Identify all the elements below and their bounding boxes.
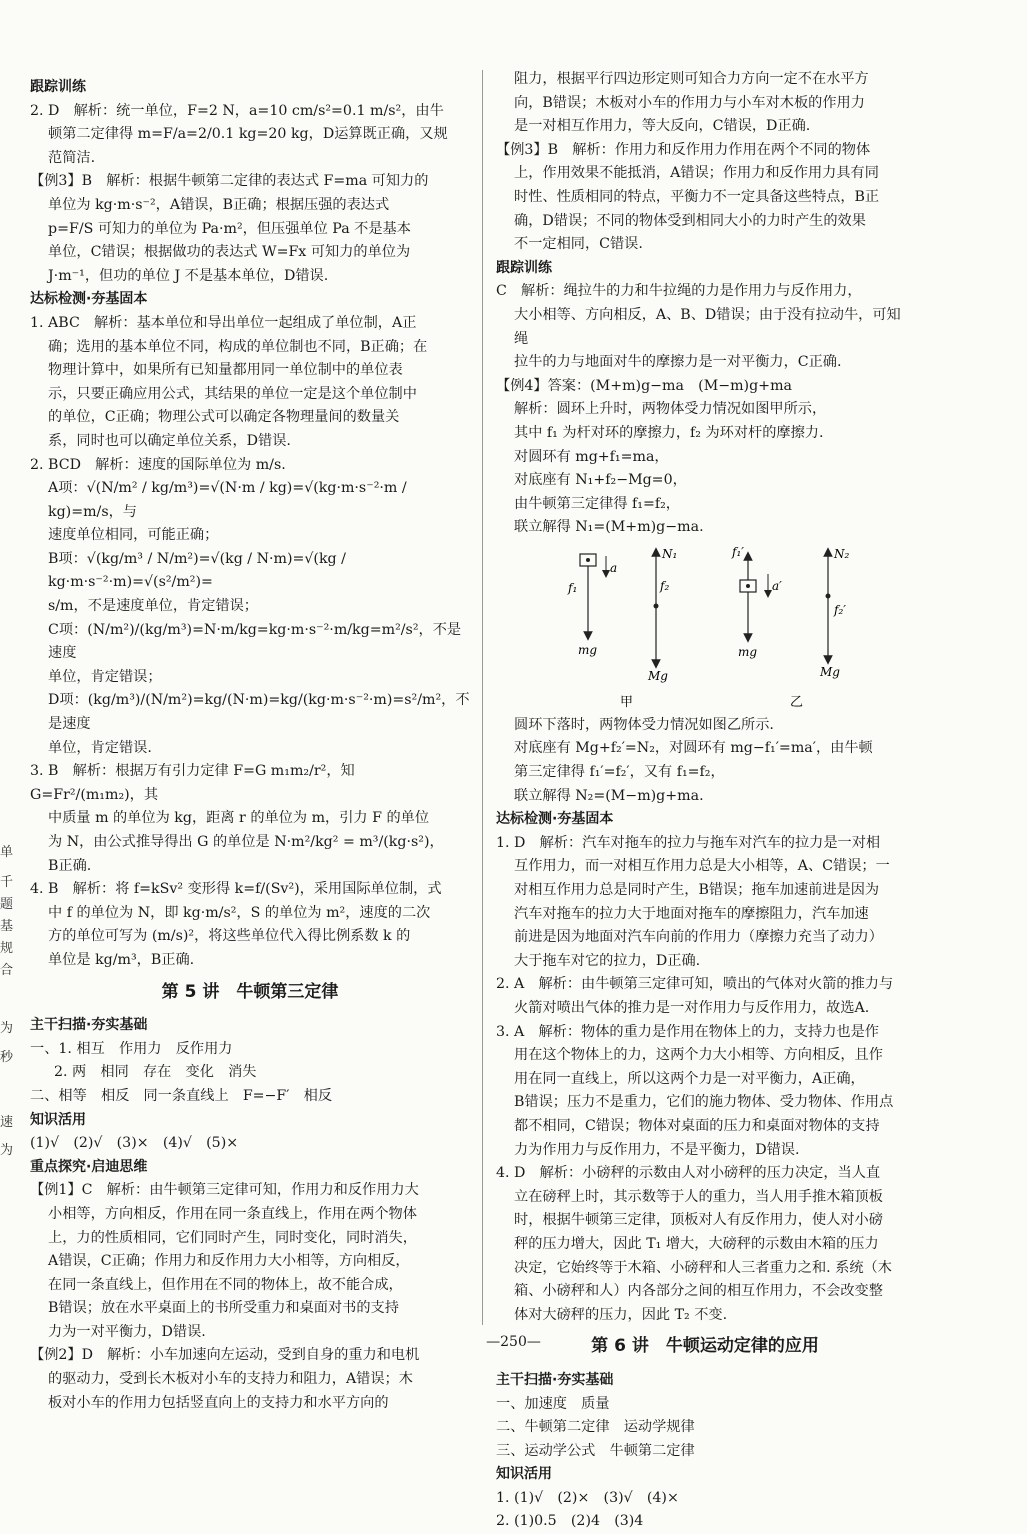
section-heading: 主干扫描·夯实基础 (30, 1017, 148, 1034)
label-f1p: f₁′ (732, 544, 744, 559)
edge-char: 速 (0, 1115, 14, 1130)
edge-char: 单 (0, 845, 14, 860)
text-line: 【例3】B 解析：根据牛顿第二定律的表达式 F=ma 可知力的 (30, 173, 429, 190)
edge-char: 合 (0, 963, 14, 978)
text-line: 单位，肯定错误. (48, 739, 152, 756)
text-line: 对底座有 N₁+f₂−Mg=0， (514, 472, 687, 489)
text-line: 2. 两 相同 存在 变化 消失 (54, 1064, 257, 1081)
text-line: 拉牛的力与地面对牛的摩擦力是一对平衡力，C正确. (514, 354, 842, 371)
text-line: 火箭对喷出气体的推力是一对作用力与反作用力，故选A. (514, 1000, 870, 1016)
text-line: 顿第二定律得 m=F/a=2/0.1 kg=20 kg，D运算既正确，又规 (48, 126, 448, 143)
text-line: 对底座有 Mg+f₂′=N₂，对圆环有 mg−f₁′=ma′，由牛顿 (514, 740, 873, 757)
label-N1: N₁ (662, 546, 678, 561)
text-line: 对相互作用力总是同时产生，B错误；拖车加速前进是因为 (514, 882, 880, 899)
text-line: 3. B 解析：根据万有引力定律 F=G m₁m₂/r²，知 G=Fr²/(m₁m₂)，其 (30, 763, 355, 803)
edge-char: 题 (0, 897, 14, 912)
text-line: 二、牛顿第二定律 运动学规律 (496, 1419, 695, 1436)
label-Mg2: Mg (820, 664, 840, 679)
text-line: A项：√(N/m² / kg/m³)=√(N·m / kg)=√(kg·m·s⁻²·m / kg)=m/s，与 (48, 480, 407, 520)
text-line: 3. A 解析：物体的重力是作用在物体上的力，支持力也是作 (496, 1023, 879, 1040)
section-heading: 跟踪训练 (496, 259, 552, 276)
base-dot-jia (654, 603, 659, 608)
section-heading: 重点探究·启迪思维 (30, 1158, 148, 1175)
right-column-bottom-text (496, 714, 914, 1534)
text-line: 阻力，根据平行四边形定则可知合力方向一定不在水平方 (514, 71, 869, 87)
text-line: 的单位，C正确；物理公式可以确定各物理量间的数量关 (48, 409, 400, 426)
edge-char: 规 (0, 941, 14, 956)
text-line: 的驱动力，受到长木板对小车的支持力和阻力，A错误；木 (48, 1371, 413, 1388)
text-line: 上，作用效果不能抵消，A错误；作用力和反作用力具有同 (514, 165, 879, 182)
text-line: B错误；压力不是重力，它们的施力物体、受力物体、作用点 (514, 1094, 894, 1111)
lecture-title: 第 5 讲 牛顿第三定律 (161, 981, 339, 1002)
label-f1: f₁ (568, 580, 578, 595)
text-line: 4. D 解析：小磅秤的示数由人对小磅秤的压力决定，当人直 (496, 1165, 881, 1182)
label-ap: a′ (772, 578, 782, 593)
edge-char: 秒 (0, 1050, 14, 1065)
text-line: 其中 f₁ 为杆对环的摩擦力，f₂ 为环对杆的摩擦力. (514, 424, 824, 441)
text-line: 范简洁. (48, 149, 96, 166)
label-N2: N₂ (834, 546, 850, 561)
text-line: 一、加速度 质量 (496, 1395, 610, 1412)
label-Mg: Mg (648, 668, 668, 683)
text-line: 秤的压力增大，因此 T₁ 增大，大磅秤的示数由木箱的压力 (514, 1235, 879, 1252)
lecture-title: 第 6 讲 牛顿运动定律的应用 (591, 1336, 819, 1357)
text-line: (1)√ (2)√ (3)× (4)√ (5)× (30, 1135, 239, 1152)
text-line: 速度单位相同，可能正确； (48, 527, 219, 544)
text-line: 互作用力，而一对相互作用力总是大小相等，A、C错误；一 (514, 858, 890, 875)
text-line: s/m，不是速度单位，肯定错误； (48, 598, 258, 615)
text-line: 为 N，由公式推导得出 G 的单位是 N·m²/kg² = m³/(kg·s²)， (48, 834, 444, 850)
text-line: 方的单位可写为 (m/s)²，将这些单位代入得比例系数 k 的 (48, 928, 411, 945)
text-line: 中质量 m 的单位为 kg，距离 r 的单位为 m，引力 F 的单位 (48, 810, 430, 827)
text-line: 在同一条直线上，但作用在不同的物体上，故不能合成， (48, 1276, 403, 1293)
text-line: 联立解得 N₂=(M−m)g+ma. (514, 787, 704, 804)
text-line: 箱、小磅秤和人）内各部分之间的相互作用力，不会改变整 (514, 1283, 883, 1300)
left-column (30, 76, 470, 1415)
label-a: a (610, 560, 618, 575)
text-line: 示，只要正确应用公式，其结果的单位一定是这个单位制中 (48, 385, 417, 402)
text-line: 第三定律得 f₁′=f₂′，又有 f₁=f₂， (514, 764, 725, 781)
force-diagram-svg (496, 544, 914, 712)
text-line: 体对大磅秤的压力，因此 T₂ 不变. (514, 1306, 728, 1323)
text-line: 用在这个物体上的力，这两个力大小相等、方向相反，且作 (514, 1047, 883, 1064)
text-line: 物理计算中，如果所有已知量都用同一单位制中的单位表 (48, 362, 403, 379)
label-f2p: f₂′ (834, 602, 846, 617)
text-line: 向，B错误；木板对小车的作用力与小车对木板的作用力 (514, 94, 865, 111)
text-line: 确，D错误；不同的物体受到相同大小的力时产生的效果 (514, 212, 866, 229)
text-line: 单位为 kg·m·s⁻²，A错误，B正确；根据压强的表达式 (48, 196, 390, 213)
text-line: 二、相等 相反 同一条直线上 F=−F′ 相反 (30, 1087, 333, 1104)
text-line: A错误，C正确；作用力和反作用力大小相等，方向相反， (48, 1253, 410, 1270)
text-line: 【例4】答案：(M+m)g−ma (M−m)g+ma (496, 377, 792, 394)
text-line: B项：√(kg/m³ / N/m²)=√(kg / N·m)=√(kg / kg·m·s⁻²·m)=√(s²/m²)= (48, 550, 346, 591)
text-line: 由牛顿第三定律得 f₁=f₂， (514, 495, 680, 512)
text-line: 1. (1)√ (2)× (3)√ (4)× (496, 1489, 679, 1506)
text-line: 大小相等、方向相反，A、B、D错误；由于没有拉动牛，可知绳 (514, 306, 901, 347)
text-line: J·m⁻¹，但功的单位 J 不是基本单位，D错误. (48, 267, 329, 284)
text-line: 联立解得 N₁=(M+m)g−ma. (514, 519, 704, 536)
text-line: 上，力的性质相同，它们同时产生，同时变化，同时消失， (48, 1229, 417, 1246)
page-number: —250— (486, 1334, 541, 1350)
label-mg: mg (578, 642, 598, 657)
text-line: 解析：圆环上升时，两物体受力情况如图甲所示， (514, 401, 827, 418)
label-jia: 甲 (620, 694, 634, 710)
text-line: 决定，它始终等于木箱、小磅秤和人三者重力之和. 系统（木 (514, 1259, 892, 1276)
edge-char: 为 (0, 1143, 14, 1158)
text-line: 圆环下落时，两物体受力情况如图乙所示. (514, 716, 774, 733)
edge-char: 基 (0, 919, 14, 934)
text-line: 对圆环有 mg+f₁=ma， (514, 448, 669, 465)
text-line: 前进是因为地面对汽车向前的作用力（摩擦力充当了动力） (514, 929, 883, 946)
label-yi: 乙 (790, 694, 804, 710)
text-line: 是一对相互作用力，等大反向，C错误，D正确. (514, 118, 811, 135)
edge-char: 千 (0, 875, 14, 890)
text-line: 小相等，方向相反，作用在同一条直线上，作用在两个物体 (48, 1205, 417, 1222)
text-line: 中 f 的单位为 N，即 kg·m/s²，S 的单位为 m²，速度的二次 (48, 904, 431, 921)
text-line: 2. BCD 解析：速度的国际单位为 m/s. (30, 456, 286, 473)
text-line: 2. D 解析：统一单位，F=2 N，a=10 cm/s²=0.1 m/s²，由牛 (30, 102, 444, 119)
text-line: 确；选用的基本单位不同，构成的单位制也不同，B正确；在 (48, 338, 428, 355)
text-line: D项：(kg/m³)/(N/m²)=kg/(N·m)=kg/(kg·m·s⁻²·m)=s²/m²，不是速度 (48, 692, 470, 733)
section-heading: 达标检测·夯基固本 (496, 811, 614, 828)
text-line: 力为作用力与反作用力，不是平衡力，D错误. (514, 1141, 800, 1158)
text-line: 2. (1)0.5 (2)4 (3)4 (496, 1513, 644, 1530)
force-diagram (496, 544, 914, 712)
text-line: 汽车对拖车的拉力大于地面对拖车的摩擦阻力，汽车加速 (514, 905, 869, 922)
edge-char: 为 (0, 1021, 14, 1036)
text-line: 1. D 解析：汽车对拖车的拉力与拖车对汽车的拉力是一对相 (496, 834, 881, 851)
text-line: 板对小车的作用力包括竖直向上的支持力和水平方向的 (48, 1394, 389, 1411)
label-mg2: mg (738, 644, 758, 659)
text-line: 都不相同，C错误；物体对桌面的压力和桌面对物体的支持 (514, 1117, 880, 1134)
text-line: 大于拖车对它的拉力，D正确. (514, 952, 701, 969)
text-line: 一、1. 相互 作用力 反作用力 (30, 1040, 233, 1057)
ring-dot-jia (586, 558, 590, 562)
text-line: 4. B 解析：将 f=kSv² 变形得 k=f/(Sv²)，采用国际单位制，式 (30, 881, 442, 898)
text-line: C项：(N/m²)/(kg/m³)=N·m/kg=kg·m·s⁻²·m/kg=m²/s²，不是速度 (48, 621, 462, 662)
text-line: 不一定相同，C错误. (514, 236, 643, 253)
text-line: 【例2】D 解析：小车加速向左运动，受到自身的重力和电机 (30, 1347, 420, 1364)
text-line: 力为一对平衡力，D错误. (48, 1323, 206, 1340)
text-line: 时，根据牛顿第三定律，顶板对人有反作用力，使人对小磅 (514, 1212, 883, 1229)
text-line: 单位，C错误；根据做功的表达式 W=Fx 可知力的单位为 (48, 244, 411, 261)
section-heading: 知识活用 (496, 1466, 552, 1483)
section-heading: 知识活用 (30, 1111, 86, 1128)
right-column (496, 68, 914, 1534)
section-heading: 跟踪训练 (30, 79, 86, 95)
section-heading: 主干扫描·夯实基础 (496, 1371, 614, 1388)
column-divider (482, 70, 483, 1325)
text-line: 【例3】B 解析：作用力和反作用力作用在两个不同的物体 (496, 141, 871, 158)
label-f2: f₂ (660, 578, 670, 593)
text-line: B正确. (48, 857, 92, 874)
right-column-top-text (496, 68, 914, 540)
text-line: 1. ABC 解析：基本单位和导出单位一起组成了单位制，A正 (30, 314, 417, 331)
base-dot-yi (826, 593, 831, 598)
text-line: 2. A 解析：由牛顿第三定律可知，喷出的气体对火箭的推力与 (496, 976, 894, 993)
text-line: 时性、性质相同的特点，平衡力不一定具备这些特点，B正 (514, 188, 880, 205)
text-line: 立在磅秤上时，其示数等于人的重力，当人用手推木箱顶板 (514, 1188, 883, 1205)
text-line: 用在同一直线上，所以这两个力是一对平衡力，A正确， (514, 1070, 865, 1087)
text-line: 三、运动学公式 牛顿第二定律 (496, 1442, 695, 1459)
text-line: 【例1】C 解析：由牛顿第三定律可知，作用力和反作用力大 (30, 1182, 419, 1199)
section-heading: 达标检测·夯基固本 (30, 291, 148, 308)
ring-dot-yi (746, 584, 750, 588)
text-line: C 解析：绳拉牛的力和牛拉绳的力是作用力与反作用力， (496, 283, 862, 300)
text-line: 单位，肯定错误； (48, 668, 162, 685)
text-line: B错误；放在水平桌面上的书所受重力和桌面对书的支持 (48, 1300, 399, 1317)
text-line: p=F/S 可知力的单位为 Pa·m²，但压强单位 Pa 不是基本 (48, 220, 411, 237)
text-line: 单位是 kg/m³，B正确. (48, 951, 195, 968)
text-line: 系，同时也可以确定单位关系，D错误. (48, 432, 291, 449)
